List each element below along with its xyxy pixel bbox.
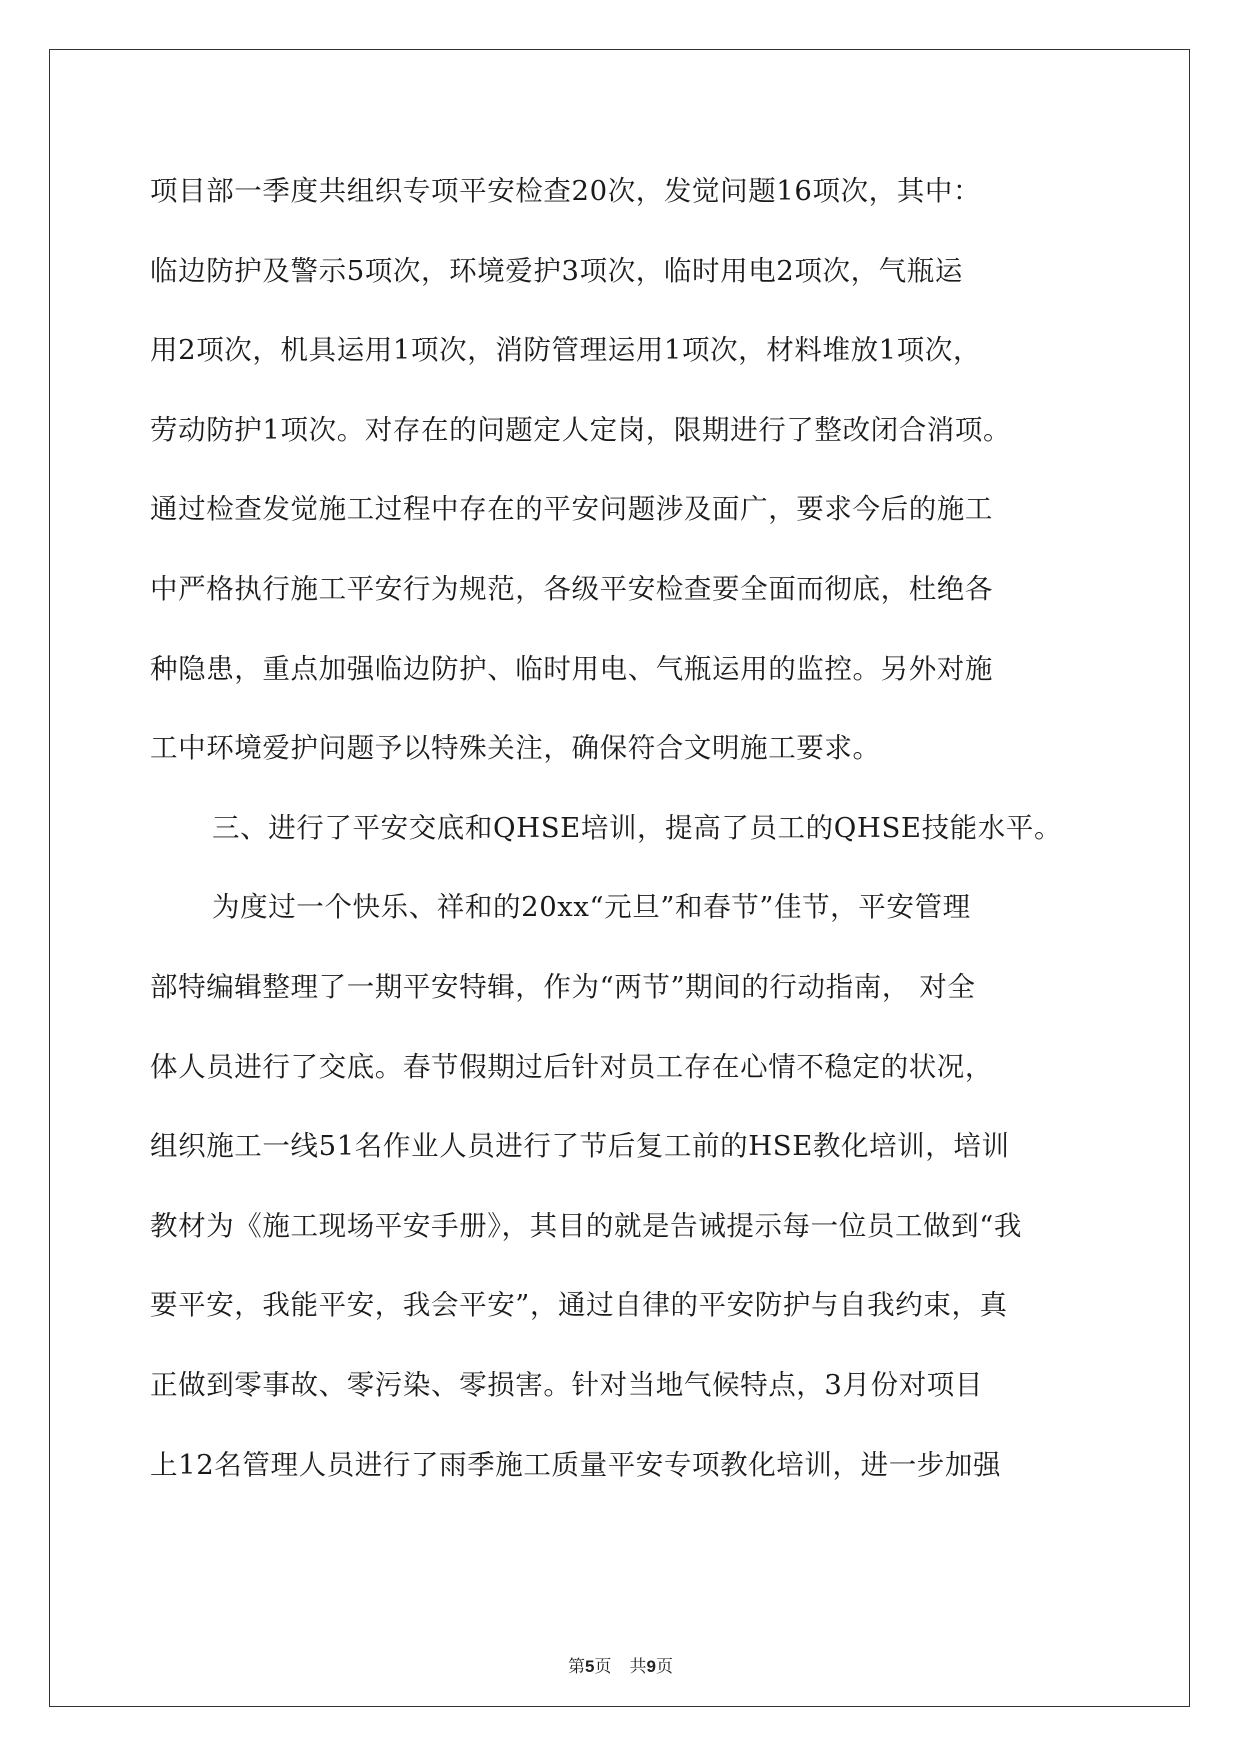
paragraph-line: 通过检查发觉施工过程中存在的平安问题涉及面广，要求今后的施工: [150, 493, 993, 526]
total-suffix: 页: [655, 1657, 673, 1677]
total-prefix: 共: [629, 1657, 647, 1677]
paragraph-line: 临边防护及警示5项次，环境爱护3项次，临时用电2项次，气瓶运: [150, 254, 963, 287]
paragraph-line: 劳动防护1项次。对存在的问题定人定岗，限期进行了整改闭合消项。: [150, 413, 1012, 446]
page-footer: [0, 1652, 1241, 1677]
paragraph-line: 要平安，我能平安，我会平安”，通过自律的平安防护与自我约束，真: [150, 1289, 1008, 1322]
paragraph-line: 项目部一季度共组织专项平安检查20次，发觉问题16项次，其中：: [150, 175, 982, 207]
page-current: 5: [585, 1657, 595, 1676]
paragraph-line: 体人员进行了交底。春节假期过后针对员工存在心情不稳定的状况，: [150, 1050, 993, 1083]
paragraph-line: 上12名管理人员进行了雨季施工质量平安专项教化培训，进一步加强: [150, 1448, 1002, 1481]
document-body: [150, 160, 1090, 1513]
section-heading: 三、进行了平安交底和QHSE培训，提高了员工的QHSE技能水平。: [212, 811, 1063, 844]
page-suffix: 页: [594, 1657, 612, 1677]
paragraph-line: 为度过一个快乐、祥和的20xx“元旦”和春节”佳节，平安管理: [212, 891, 971, 924]
paragraph-line: 正做到零事故、零污染、零损害。针对当地气候特点，3月份对项目: [150, 1368, 983, 1401]
page-total: 9: [646, 1657, 656, 1676]
paragraph-line: 中严格执行施工平安行为规范，各级平安检查要全面而彻底，杜绝各: [150, 572, 993, 605]
paragraph-line: 工中环境爱护问题予以特殊关注，确保符合文明施工要求。: [150, 732, 881, 765]
paragraph-line: 部特编辑整理了一期平安特辑，作为“两节”期间的行动指南， 对全: [150, 970, 976, 1003]
page-prefix: 第: [568, 1657, 586, 1677]
paragraph-line: 教材为《施工现场平安手册》，其目的就是告诫提示每一位员工做到“我: [150, 1209, 1023, 1242]
paragraph-line: 组织施工一线51名作业人员进行了节后复工前的HSE教化培训，培训: [150, 1130, 1010, 1163]
paragraph-line: 用2项次，机具运用1项次，消防管理运用1项次，材料堆放1项次，: [150, 334, 982, 367]
paragraph-line: 种隐患，重点加强临边防护、临时用电、气瓶运用的监控。另外对施: [150, 652, 993, 685]
